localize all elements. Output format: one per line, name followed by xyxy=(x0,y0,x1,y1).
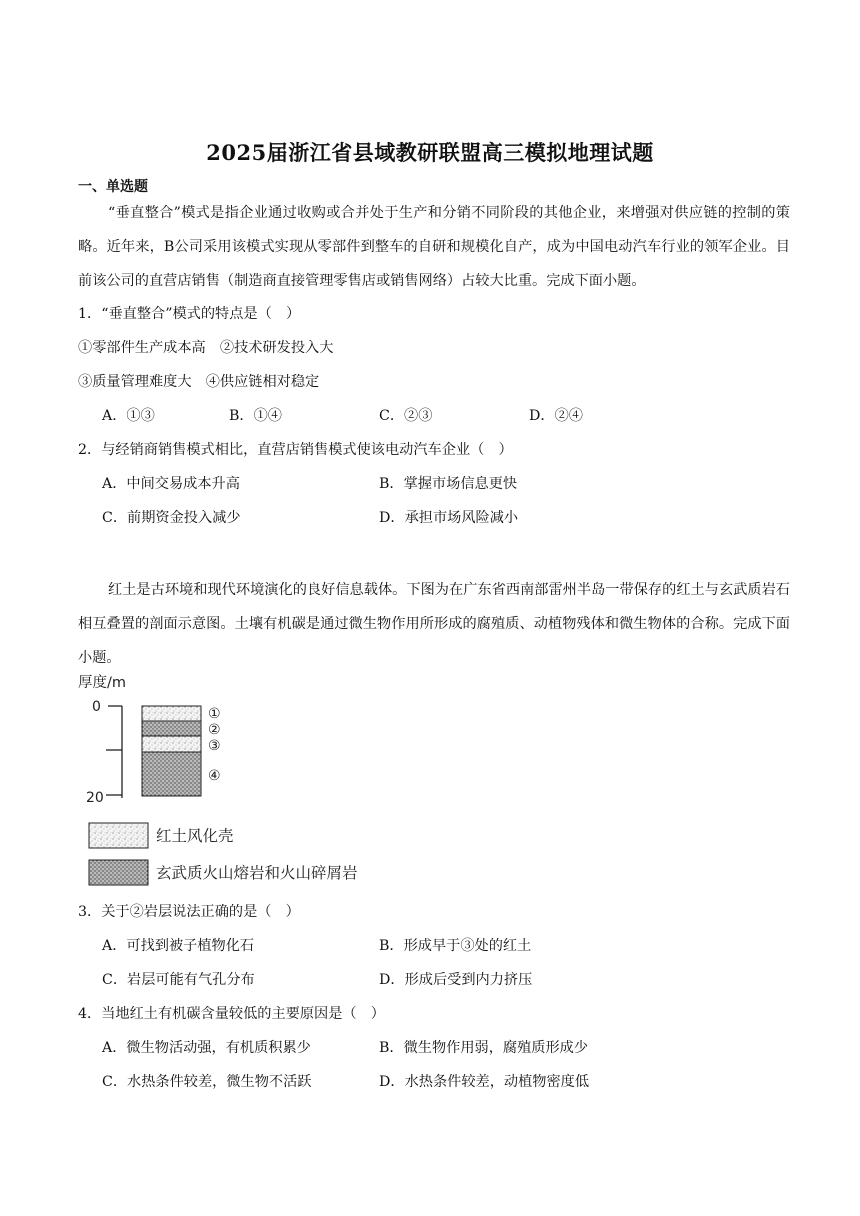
question-1-stem: 1．“垂直整合”模式的特点是（ ） xyxy=(78,306,301,322)
question-1-statements-2: ③质量管理难度大 ④供应链相对稳定 xyxy=(78,374,320,390)
question-4-stem: 4．当地红土有机碳含量较低的主要原因是（ ） xyxy=(78,1006,385,1022)
layer-4-basalt xyxy=(142,752,201,796)
layer-1-red-earth xyxy=(142,706,201,721)
layer-label-1: ① xyxy=(208,706,221,722)
layer-label-3: ③ xyxy=(208,738,221,754)
question-2-option-a[interactable]: A．中间交易成本升高 xyxy=(102,476,240,492)
question-3-option-b[interactable]: B．形成早于③处的红土 xyxy=(379,938,532,954)
layer-3-red-earth xyxy=(142,736,201,752)
question-2-option-d[interactable]: D．承担市场风险减小 xyxy=(379,510,519,526)
question-4-option-c[interactable]: C．水热条件较差，微生物不活跃 xyxy=(102,1074,312,1090)
question-3-stem: 3．关于②岩层说法正确的是（ ） xyxy=(78,904,300,920)
question-3-option-a[interactable]: A．可找到被子植物化石 xyxy=(102,938,255,954)
question-4-option-b[interactable]: B．微生物作用弱，腐殖质形成少 xyxy=(379,1040,589,1056)
tick-label-20: 20 xyxy=(86,790,104,806)
legend-label-basalt: 玄武质火山熔岩和火山碎屑岩 xyxy=(156,864,358,882)
question-1-option-b[interactable]: B．①④ xyxy=(229,408,282,424)
legend-label-red-earth: 红土风化壳 xyxy=(156,827,234,845)
section-heading: 一、单选题 xyxy=(78,179,148,195)
question-1-statements-1: ①零部件生产成本高 ②技术研发投入大 xyxy=(78,340,334,356)
question-2-option-c[interactable]: C．前期资金投入减少 xyxy=(102,510,241,526)
legend-swatch-basalt xyxy=(89,860,148,885)
question-3-option-d[interactable]: D．形成后受到内力挤压 xyxy=(379,972,533,988)
tick-label-0: 0 xyxy=(92,699,101,715)
layer-label-2: ② xyxy=(208,722,221,738)
question-1-option-c[interactable]: C．②③ xyxy=(379,408,433,424)
question-3-option-c[interactable]: C．岩层可能有气孔分布 xyxy=(102,972,255,988)
legend-swatch-red-earth xyxy=(89,823,148,848)
question-1-option-a[interactable]: A．①③ xyxy=(102,408,155,424)
layer-label-4: ④ xyxy=(208,768,221,784)
page-title: 2025届浙江省县域教研联盟高三模拟地理试题 xyxy=(206,140,654,165)
passage-1: “垂直整合”模式是指企业通过收购或合并处于生产和分销不同阶段的其他企业，来增强对供应链的控制的策略。近年来，B公司采用该模式实现从零部件到整车的自研和规模化自产，成为中国电动汽车行业的领军企业。目前该公司的直营店销售（制造商直接管理零售店或销售网络）占较大比重。完成下面小题。 xyxy=(78,205,790,289)
passage-2: 红土是古环境和现代环境演化的良好信息载体。下图为在广东省西南部雷州半岛一带保存的红土与玄武质岩石相互叠置的剖面示意图。土壤有机碳是通过微生物作用所形成的腐殖质、动植物残体和微生物体的合称。完成下面小题。 xyxy=(78,582,790,666)
question-4-option-a[interactable]: A．微生物活动强，有机质积累少 xyxy=(102,1040,311,1056)
layer-2-basalt xyxy=(142,721,201,736)
question-1-option-d[interactable]: D．②④ xyxy=(529,408,583,424)
question-2-stem: 2．与经销商销售模式相比，直营店销售模式使该电动汽车企业（ ） xyxy=(78,442,513,458)
question-4-option-d[interactable]: D．水热条件较差，动植物密度低 xyxy=(379,1074,590,1090)
stratigraphic-profile-diagram xyxy=(70,670,390,892)
question-2-option-b[interactable]: B．掌握市场信息更快 xyxy=(379,476,518,492)
axis-label: 厚度/m xyxy=(78,675,127,691)
